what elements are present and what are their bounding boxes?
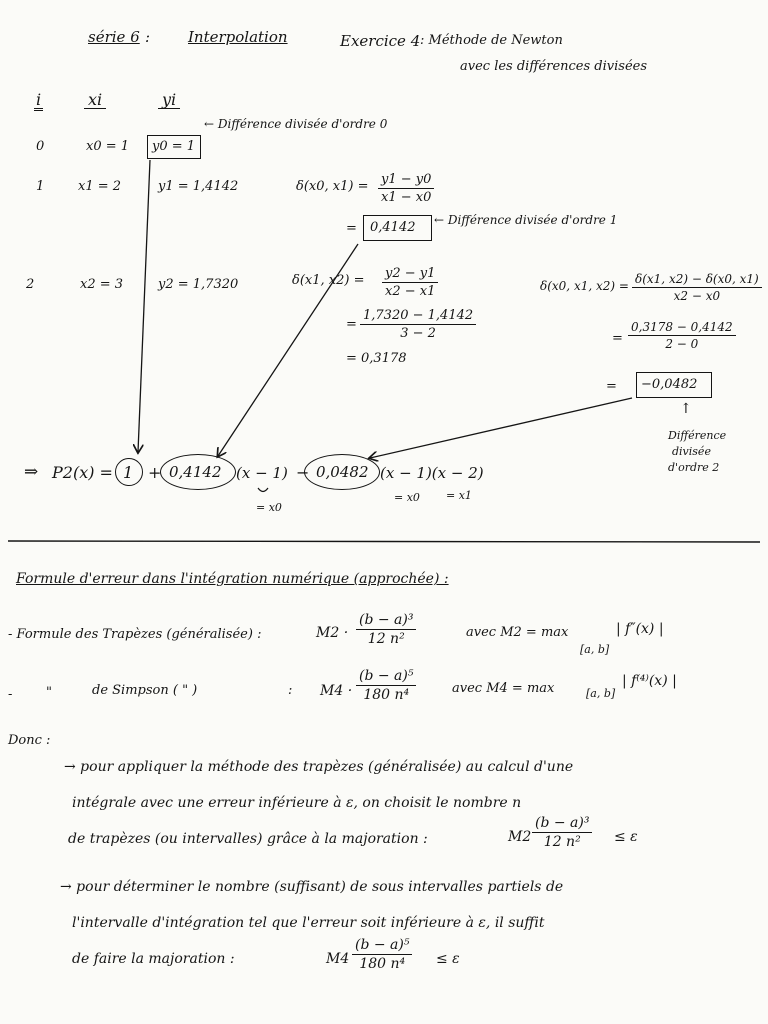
order-0-annotation: ← Différence divisée d'ordre 0: [204, 117, 388, 131]
error-section-title: Formule d'erreur dans l'intégration numérique (approchée) :: [16, 571, 449, 587]
simpson-avec: avec M4 = max: [452, 681, 555, 696]
order-1-annotation: ← Différence divisée d'ordre 1: [434, 213, 618, 227]
paragraph-1-denominator: 12 n²: [543, 834, 581, 850]
d12-equals: =: [346, 317, 357, 332]
coef-2: 0,0482: [316, 463, 369, 481]
column-header-xi: xi: [84, 92, 106, 109]
d012-numerator: δ(x1, x2) − δ(x0, x1): [632, 272, 762, 288]
row-2-i: 2: [26, 277, 35, 292]
paragraph-1-line-3: de trapèzes (ou intervalles) grâce à la majoration :: [68, 831, 428, 847]
d012-denominator: x2 − x0: [673, 289, 721, 303]
term-2: (x − 1)(x − 2): [380, 464, 484, 482]
column-header-i: i: [36, 90, 42, 109]
d12-denominator: x2 − x1: [385, 284, 436, 299]
donc-label: Donc :: [8, 733, 51, 748]
d012-numeric-numerator: 0,3178 − 0,4142: [628, 320, 736, 336]
row-0-x: x0 = 1: [86, 139, 130, 154]
x0-note-1: = x0: [256, 501, 282, 514]
paragraph-1-numerator: (b − a)³: [532, 815, 592, 833]
method-line-1: : Méthode de Newton: [420, 33, 563, 48]
paragraph-2-fraction: [352, 937, 412, 972]
method-line-2: avec les différences divisées: [460, 59, 648, 74]
implies-arrow: ⇒: [24, 462, 39, 482]
paragraph-2-line-1: → pour déterminer le nombre (suffisant) de sous intervalles partiels de: [60, 879, 564, 895]
d12-numerator: y2 − y1: [382, 266, 438, 283]
d12-result: = 0,3178: [346, 351, 407, 366]
d012-equals-1: =: [612, 331, 623, 346]
paragraph-2-numerator: (b − a)⁵: [352, 937, 412, 955]
simpson-norm: | f⁽⁴⁾(x) |: [622, 673, 677, 689]
paragraph-2-inequality: ≤ ε: [436, 951, 460, 967]
paragraph-2-denominator: 180 n⁴: [359, 956, 406, 972]
d01-equals: =: [346, 221, 357, 236]
simpson-denominator: 180 n⁴: [363, 687, 410, 703]
term-1: (x − 1): [236, 464, 288, 482]
simpson-interval: [a, b]: [586, 687, 616, 700]
paragraph-2-coefficient: M4: [326, 951, 350, 967]
simpson-ditto: ": [46, 685, 52, 700]
trapezoid-coefficient: M2 ·: [316, 625, 349, 641]
brace-under-x1: [258, 488, 268, 492]
simpson-fraction: [356, 668, 416, 703]
trapezoid-avec: avec M2 = max: [466, 625, 569, 640]
topic-title: Interpolation: [188, 28, 288, 46]
simpson-label: de Simpson ( " ): [92, 683, 198, 698]
row-0-i: 0: [36, 139, 45, 154]
minus-sign: −: [296, 463, 310, 482]
trapezoid-label: - Formule des Trapèzes (généralisée) :: [8, 627, 262, 642]
x0-note-2: = x0: [394, 491, 420, 504]
polynomial-lhs: P2(x) =: [52, 463, 113, 482]
row-1-x: x1 = 2: [78, 179, 122, 194]
d012-numeric-denominator: 2 − 0: [665, 337, 699, 351]
column-header-yi: yi: [158, 92, 180, 109]
simpson-colon: :: [288, 683, 293, 698]
order-2-annotation-line-3: d'ordre 2: [668, 461, 720, 474]
paragraph-1-line-1: → pour appliquer la méthode des trapèzes (généralisée) au calcul d'une: [64, 759, 574, 775]
d01-numerator: y1 − y0: [378, 172, 434, 189]
trapezoid-numerator: (b − a)³: [356, 612, 416, 630]
paragraph-1-coefficient: M2: [508, 829, 532, 845]
trapezoid-denominator: 12 n²: [367, 631, 405, 647]
simpson-coefficient: M4 ·: [320, 683, 353, 699]
paragraph-2-line-3: de faire la majoration :: [72, 951, 235, 967]
x1-note: = x1: [446, 489, 472, 502]
d012-label: δ(x0, x1, x2) =: [540, 279, 629, 293]
d12-label: δ(x1, x2) =: [292, 273, 365, 288]
paragraph-1-line-2: intégrale avec une erreur inférieure à ε, on choisit le nombre n: [72, 795, 522, 811]
header-colon: :: [145, 28, 151, 46]
row-1-y: y1 = 1,4142: [158, 179, 239, 194]
coef-1: 0,4142: [169, 463, 222, 481]
trapezoid-fraction: [356, 612, 416, 647]
trapezoid-norm: | f″(x) |: [616, 621, 664, 637]
arrow-to-coef-0: [138, 160, 150, 452]
paragraph-2-line-2: l'intervalle d'intégration tel que l'erreur soit inférieure à ε, il suffit: [72, 915, 545, 931]
order-2-annotation-line-1: Différence: [668, 429, 727, 442]
plus-sign: +: [148, 463, 162, 482]
arrow-to-coef-1: [218, 244, 358, 456]
d12-numeric-numerator: 1,7320 − 1,4142: [360, 308, 476, 325]
d12-numeric-denominator: 3 − 2: [400, 326, 436, 341]
row-0-y: y0 = 1: [152, 139, 196, 154]
order-2-up-arrow: ↑: [680, 401, 692, 417]
coef-0: 1: [123, 463, 134, 482]
d012-value: −0,0482: [641, 377, 698, 392]
simpson-numerator: (b − a)⁵: [356, 668, 416, 686]
arrow-to-coef-2: [370, 398, 632, 458]
paragraph-1-inequality: ≤ ε: [614, 829, 638, 845]
paragraph-1-fraction: [532, 815, 592, 850]
section-divider: [8, 541, 760, 542]
row-2-y: y2 = 1,7320: [158, 277, 239, 292]
d01-value: 0,4142: [370, 220, 416, 235]
series-label: série 6: [88, 28, 140, 46]
simpson-dash: -: [8, 687, 13, 702]
d012-equals-2: =: [606, 379, 617, 394]
row-1-i: 1: [36, 179, 45, 194]
d01-denominator: x1 − x0: [381, 190, 432, 205]
order-2-annotation-line-2: divisée: [672, 445, 711, 458]
trapezoid-interval: [a, b]: [580, 643, 610, 656]
exercise-label: Exercice 4: [340, 32, 421, 50]
d01-label: δ(x0, x1) =: [296, 179, 369, 194]
row-2-x: x2 = 3: [80, 277, 124, 292]
